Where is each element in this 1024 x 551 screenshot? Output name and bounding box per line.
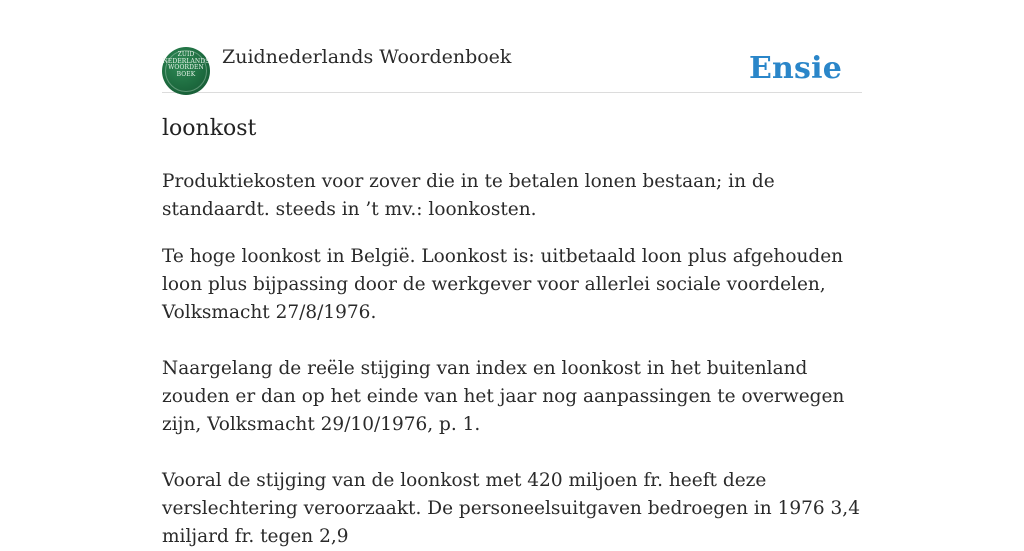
entry-headword: loonkost [162,116,257,141]
page [162,0,862,547]
entry-definition: Produktiekosten voor zover die in te betalen lonen bestaan; in de standaardt. steeds in ’t mv.: loonkosten. [162,171,775,220]
logo-line: BOEK [176,70,196,78]
logo-line: WOORDEN [168,64,204,71]
ensie-brand-logo[interactable]: Ensie [748,51,842,86]
logo-lettering [162,52,210,78]
entry-example: Te hoge loonkost in België. Loonkost is: uitbetaald loon plus afgehouden loon plus bijpassing door de werkgever voor allerlei sociale voordelen, Volksmacht 27/8/1976. [162,246,844,323]
entry-example: Vooral de stijging van de loonkost met 420 miljoen fr. heeft deze verslechtering veroorzaakt. De personeelsuitgaven bedroegen in 1976 3,4 miljard fr. tegen 2,9 [162,470,860,547]
entry-example: Naargelang de reële stijging van index en loonkost in het buitenland zouden er dan op het einde van het jaar nog aanpassingen te overwegen zijn, Volksmacht 29/10/1976, p. 1. [162,358,845,435]
logo-line: NEDERLANDS [162,57,210,65]
site-header [162,0,862,93]
dictionary-title-link[interactable]: Zuidnederlands Woordenboek [222,46,512,68]
logo-line: ZUID [177,51,195,58]
dictionary-logo[interactable] [162,47,210,95]
